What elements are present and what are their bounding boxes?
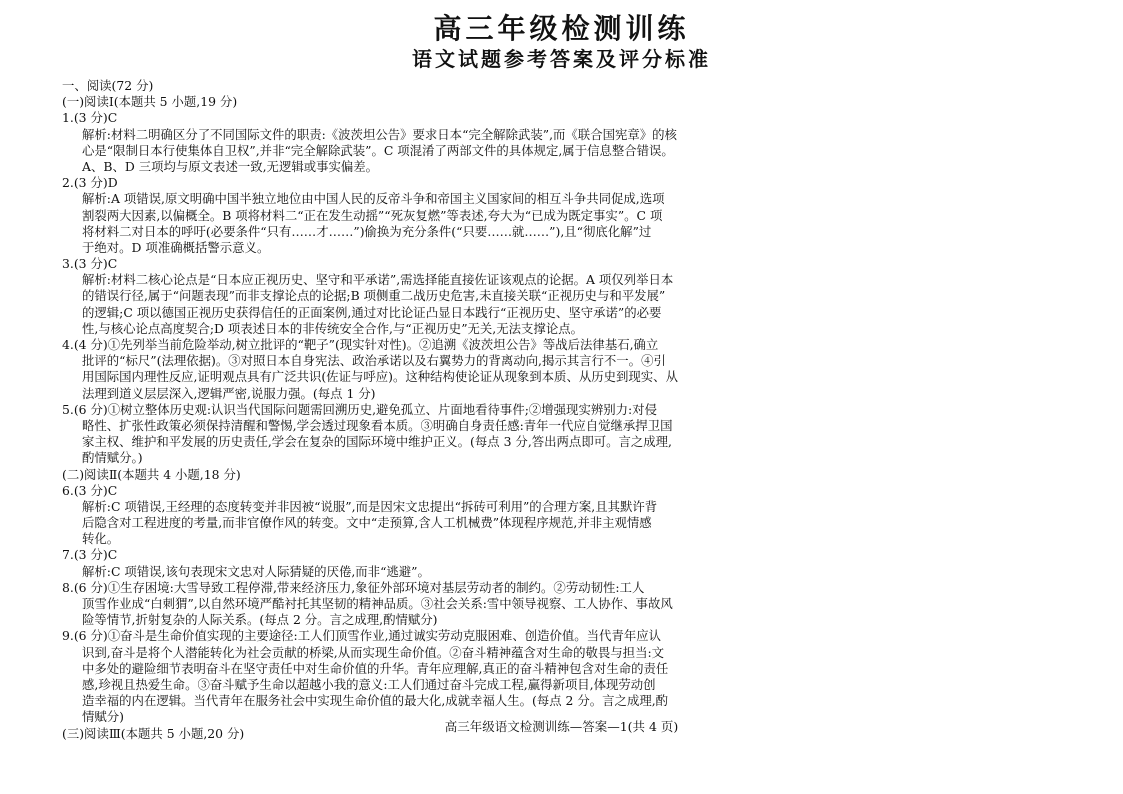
text-line: 顶雪作业成“白刺猬”,以自然环境严酷衬托其坚韧的精神品质。③社会关系:雪中领导视察、工人协作、事故风 (82, 596, 673, 611)
text-line: 批评的“标尺”(法理依据)。③对照日本自身宪法、政治承诺以及右翼势力的背离动向,揭示其言行不一。④引 (82, 353, 666, 369)
text-line: 5.(6 分)①树立整体历史观:认识当代国际问题需回溯历史,避免孤立、片面地看待事件;②增强现实辨别力:对侵 (62, 401, 657, 417)
text-line: 酌情赋分。) (82, 450, 143, 466)
text-line: 性,与核心论点高度契合;D 项表述日本的非传统安全合作,与“正视历史”无关,无法支撑论点。 (82, 320, 583, 336)
text-line: 解析:材料二明确区分了不同国际文件的职责:《波茨坦公告》要求日本“完全解除武装”,而《联合国宪章》的核 (82, 126, 677, 142)
page-title: 高三年级检测训练 (433, 12, 690, 45)
text-line: 转化。 (82, 531, 120, 547)
text-line: 的逻辑;C 项以德国正视历史获得信任的正面案例,通过对比论证凸显日本践行“正视历史、坚守承诺”的必要 (82, 304, 662, 320)
text-line: 险等情节,折射复杂的人际关系。(每点 2 分。言之成理,酌情赋分) (82, 612, 438, 628)
text-line: 1.(3 分)C (62, 110, 118, 126)
text-line: 8.(6 分)①生存困境:大雪导致工程停滞,带来经济压力,象征外部环境对基层劳动者的制约。②劳动韧性:工人 (62, 579, 645, 595)
text-line: (一)阅读Ⅰ(本题共 5 小题,19 分) (62, 94, 238, 110)
text-line: 解析:C 项错误,王经理的态度转变并非因被“说服”,而是因宋文忠提出“拆砖可利用”的合理方案,且其默许背 (82, 498, 658, 514)
text-line: 6.(3 分)C (62, 482, 118, 498)
text-line: 7.(3 分)C (62, 547, 118, 563)
page-subtitle: 语文试题参考答案及评分标准 (412, 47, 711, 71)
text-line: 的错误行径,属于“问题表现”而非支撑论点的论据;B 项侧重二战历史危害,未直接关联“正视历史与和平发展” (82, 288, 666, 304)
answer-body (62, 78, 1074, 742)
text-line: 造幸福的内在逻辑。当代青年在服务社会中实现生命价值的最大化,成就幸福人生。(每点 2 分。言之成理,酌 (82, 693, 669, 709)
text-line: 后隐含对工程进度的考量,而非官僚作风的转变。文中“走预算,含人工机械费”体现程序规范,并非主观情感 (82, 515, 652, 531)
text-line: 情赋分) (82, 709, 125, 725)
text-line: 法理到道义层层深入,逻辑严密,说服力强。(每点 1 分) (82, 385, 376, 401)
text-line: 4.(4 分)①先列举当前危险举动,树立批评的“靶子”(现实针对性)。②追溯《波茨坦公告》等战后法律基石,确立 (62, 337, 659, 352)
text-line: 割裂两大因素,以偏概全。B 项将材料二“正在发生动摇”“死灰复燃”等表述,夸大为“已成为既定事实”。C 项 (82, 207, 663, 223)
text-line: 解析:材料二核心论点是“日本应正视历史、坚守和平承诺”,需选择能直接佐证该观点的论据。A 项仅列举日本 (82, 272, 674, 288)
text-line: 家主权、维护和平发展的历史责任,学会在复杂的国际环境中维护正义。(每点 3 分,答出两点即可。言之成理, (82, 434, 672, 450)
text-line: 用国际国内理性反应,证明观点具有广泛共识(佐证与呼应)。这种结构使论证从现象到本质、从历史到现实、从 (82, 369, 678, 385)
text-line: (二)阅读Ⅱ(本题共 4 小题,18 分) (62, 466, 241, 482)
text-line: 感,珍视且热爱生命。③奋斗赋予生命以超越小我的意义:工人们通过奋斗完成工程,赢得新项目,体现劳动创 (82, 676, 656, 692)
text-line: 略性、扩张性政策必须保持清醒和警惕,学会透过现象看本质。③明确自身责任感:青年一代应自觉继承捍卫国 (82, 417, 673, 433)
page-footer: 高三年级语文检测训练—答案—1(共 4 页) (444, 719, 679, 734)
text-line: A、B、D 三项均与原文表述一致,无逻辑或事实偏差。 (82, 158, 379, 174)
text-line: 3.(3 分)C (62, 256, 118, 272)
text-line: 解析:C 项错误,该句表现宋文忠对人际猜疑的厌倦,而非“逃避”。 (82, 563, 430, 579)
text-line: 2.(3 分)D (62, 175, 118, 191)
text-line: (三)阅读Ⅲ(本题共 5 小题,20 分) (62, 725, 245, 741)
text-line: 将材料二对日本的呼吁(必要条件“只有……才……”)偷换为充分条件(“只要……就……”),且“彻底化解”过 (82, 223, 652, 239)
text-line: 解析:A 项错误,原文明确中国半独立地位由中国人民的反帝斗争和帝国主义国家间的相互斗争共同促成,选项 (82, 191, 665, 207)
text-line: 一、阅读(72 分) (62, 78, 154, 93)
text-line: 识到,奋斗是将个人潜能转化为社会贡献的桥梁,从而实现生命价值。②奋斗精神蕴含对生命的敬畏与担当:文 (82, 644, 665, 660)
text-line: 心是“限制日本行使集体自卫权”,并非“完全解除武装”。C 项混淆了两部文件的具体规定,属于信息整合错误。 (82, 142, 674, 158)
text-line: 于绝对。D 项准确概括警示意义。 (82, 239, 270, 255)
text-line: 中多处的避险细节表明奋斗在坚守责任中对生命价值的升华。青年应理解,真正的奋斗精神包含对生命的责任 (82, 660, 669, 676)
text-line: 9.(6 分)①奋斗是生命价值实现的主要途径:工人们顶雪作业,通过诚实劳动克服困难、创造价值。当代青年应认 (62, 628, 662, 644)
